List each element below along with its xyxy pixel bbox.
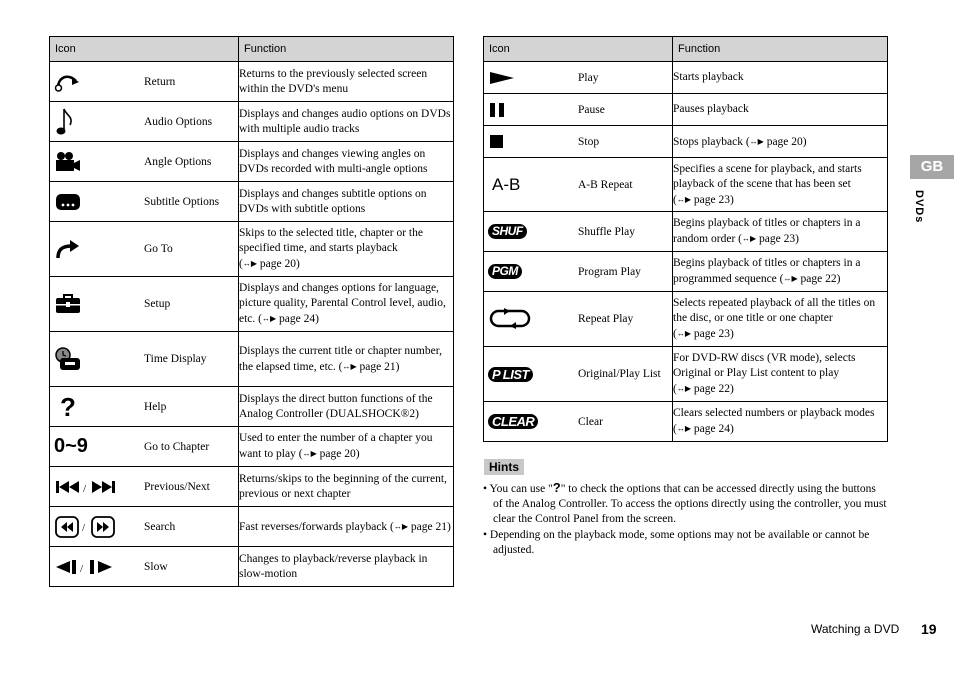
toolbox-icon xyxy=(54,293,82,315)
hints-heading: Hints xyxy=(484,459,524,475)
clear-icon: CLEAR xyxy=(488,414,538,429)
table-row xyxy=(484,402,673,442)
function-text: Displays and changes viewing angles on DVDs recorded with multi-angle options xyxy=(239,142,454,182)
page-ref-arrow-icon: ↔▶ xyxy=(676,329,691,338)
table-row xyxy=(50,332,239,387)
video-camera-icon xyxy=(54,151,82,173)
shuffle-icon: SHUF xyxy=(488,224,527,239)
left-header-icon: Icon xyxy=(50,37,239,62)
function-text: Begins playback of titles or chapters in a programmed sequence (↔▶ page 22) xyxy=(673,252,888,292)
icon-name: Original/Play List xyxy=(578,368,661,380)
right-header-icon: Icon xyxy=(484,37,673,62)
stop-icon xyxy=(488,134,504,150)
footer-title: Watching a DVD xyxy=(811,622,900,636)
function-text: Fast reverses/forwards playback (↔▶ page 21) xyxy=(239,507,454,547)
question-mark-icon: ? xyxy=(60,391,76,422)
table-row xyxy=(50,182,239,222)
search-rewind-forward-icon xyxy=(54,516,120,538)
function-text: Skips to the selected title, chapter or the specified time, and starts playback (↔▶ page 20) xyxy=(239,222,454,277)
return-icon xyxy=(54,71,82,93)
function-text: Used to enter the number of a chapter you want to play (↔▶ page 20) xyxy=(239,427,454,467)
page-ref-arrow-icon: ↔▶ xyxy=(262,314,277,323)
previous-next-icon xyxy=(54,479,120,495)
icon-name: Search xyxy=(144,520,176,533)
table-row xyxy=(484,126,673,158)
page-ref-arrow-icon: ↔▶ xyxy=(302,449,317,458)
svg-text:/: / xyxy=(82,521,86,534)
icon-name: Clear xyxy=(578,415,603,428)
table-row xyxy=(50,277,239,332)
repeat-loop-icon xyxy=(488,308,532,330)
table-row xyxy=(50,102,239,142)
table-row xyxy=(50,62,239,102)
icon-name: Program Play xyxy=(578,265,641,278)
page-ref-arrow-icon: ↔▶ xyxy=(676,384,691,393)
list-item: • You can use "?" to check the options that can be accessed directly using the buttons of the Analog Controller. To access the options directly using the controller, you must clear the Control Panel from the screen. xyxy=(483,480,887,525)
music-note-icon xyxy=(54,107,76,137)
ab-repeat-icon: A-B xyxy=(492,174,521,194)
page-number: 19 xyxy=(921,621,937,637)
function-text: Pauses playback xyxy=(673,94,888,126)
function-text: Selects repeated playback of all the titles on the disc, or one title or one chapter (↔▶ page 23) xyxy=(673,292,888,347)
icon-name: Repeat Play xyxy=(578,313,634,325)
icon-name: Subtitle Options xyxy=(144,195,220,208)
icon-name: Audio Options xyxy=(144,115,213,128)
subtitle-bubble-icon xyxy=(54,192,82,212)
table-row xyxy=(484,212,673,252)
icon-name: Slow xyxy=(144,560,168,573)
playlist-icon: P LIST xyxy=(488,367,533,382)
function-text: Clears selected numbers or playback modes (↔▶ page 24) xyxy=(673,402,888,442)
function-text: Displays the current title or chapter number, the elapsed time, etc. (↔▶ page 21) xyxy=(239,332,454,387)
table-row xyxy=(50,547,239,587)
page-ref-arrow-icon: ↔▶ xyxy=(393,521,409,531)
table-row xyxy=(484,292,673,347)
table-row xyxy=(484,158,673,212)
table-row xyxy=(50,387,239,427)
icon-name: Previous/Next xyxy=(144,480,210,493)
function-text: Displays and changes subtitle options on DVDs with subtitle options xyxy=(239,182,454,222)
icon-name: Angle Options xyxy=(144,155,212,168)
table-row xyxy=(50,507,239,547)
icon-name: Pause xyxy=(578,103,605,116)
icon-name: Go to Chapter xyxy=(144,440,210,453)
page-ref-arrow-icon: ↔▶ xyxy=(242,259,257,268)
table-row xyxy=(484,252,673,292)
hints-list xyxy=(483,480,888,559)
function-text: For DVD-RW discs (VR mode), selects Original or Play List content to play (↔▶ page 22) xyxy=(673,347,888,402)
function-text: Specifies a scene for playback, and starts playback of the scene that has been set (↔▶ page 23) xyxy=(673,158,888,212)
icon-name: Return xyxy=(144,75,176,88)
right-icon-table xyxy=(483,36,888,442)
goto-arrow-icon xyxy=(54,238,82,260)
table-row xyxy=(50,142,239,182)
right-header-function: Function xyxy=(673,37,888,62)
icon-name: A-B Repeat xyxy=(578,178,633,191)
icon-name: Play xyxy=(578,71,599,84)
page-ref-arrow-icon: ↔▶ xyxy=(342,361,357,371)
left-header-function: Function xyxy=(239,37,454,62)
function-text: Displays and changes audio options on DVDs with multiple audio tracks xyxy=(239,102,454,142)
program-icon: PGM xyxy=(488,264,522,279)
table-row xyxy=(50,427,239,467)
left-icon-table xyxy=(49,36,454,587)
table-row xyxy=(484,347,673,402)
slow-icon xyxy=(54,558,120,576)
function-text: Changes to playback/reverse playback in slow-motion xyxy=(239,547,454,587)
page-ref-arrow-icon: ↔▶ xyxy=(676,194,691,204)
function-text: Stops playback (↔▶ page 20) xyxy=(673,126,888,158)
svg-text:/: / xyxy=(83,482,87,495)
table-row xyxy=(50,467,239,507)
icon-name: Help xyxy=(144,400,167,413)
page-ref-arrow-icon: ↔▶ xyxy=(742,234,757,243)
zero-to-nine-icon: 0~9 xyxy=(54,435,88,457)
section-tab-label: DVDs xyxy=(913,190,925,224)
function-text: Displays and changes options for language, picture quality, Parental Control level, audio, etc. (↔▶ page 24) xyxy=(239,277,454,332)
clock-display-icon xyxy=(54,346,82,372)
play-icon xyxy=(488,70,516,86)
page-ref-arrow-icon: ↔▶ xyxy=(783,274,798,283)
icon-name: Setup xyxy=(144,298,171,310)
icon-name: Go To xyxy=(144,243,173,255)
pause-icon xyxy=(488,102,508,118)
icon-name: Stop xyxy=(578,135,600,148)
function-text: Starts playback xyxy=(673,62,888,94)
page-ref-arrow-icon: ↔▶ xyxy=(749,136,764,146)
list-item: • Depending on the playback mode, some options may not be available or cannot be adjusted. xyxy=(483,529,870,556)
svg-text:/: / xyxy=(80,562,84,575)
icon-name: Shuffle Play xyxy=(578,225,635,238)
function-text: Begins playback of titles or chapters in a random order (↔▶ page 23) xyxy=(673,212,888,252)
function-text: Displays the direct button functions of the Analog Controller (DUALSHOCK®2) xyxy=(239,387,454,427)
icon-name: Time Display xyxy=(144,353,207,365)
function-text: Returns to the previously selected screen within the DVD's menu xyxy=(239,62,454,102)
question-mark-icon: ? xyxy=(552,480,561,495)
table-row xyxy=(50,222,239,277)
table-row xyxy=(484,94,673,126)
function-text: Returns/skips to the beginning of the current, previous or next chapter xyxy=(239,467,454,507)
language-badge: GB xyxy=(910,155,954,179)
page-ref-arrow-icon: ↔▶ xyxy=(676,424,691,433)
table-row xyxy=(484,62,673,94)
